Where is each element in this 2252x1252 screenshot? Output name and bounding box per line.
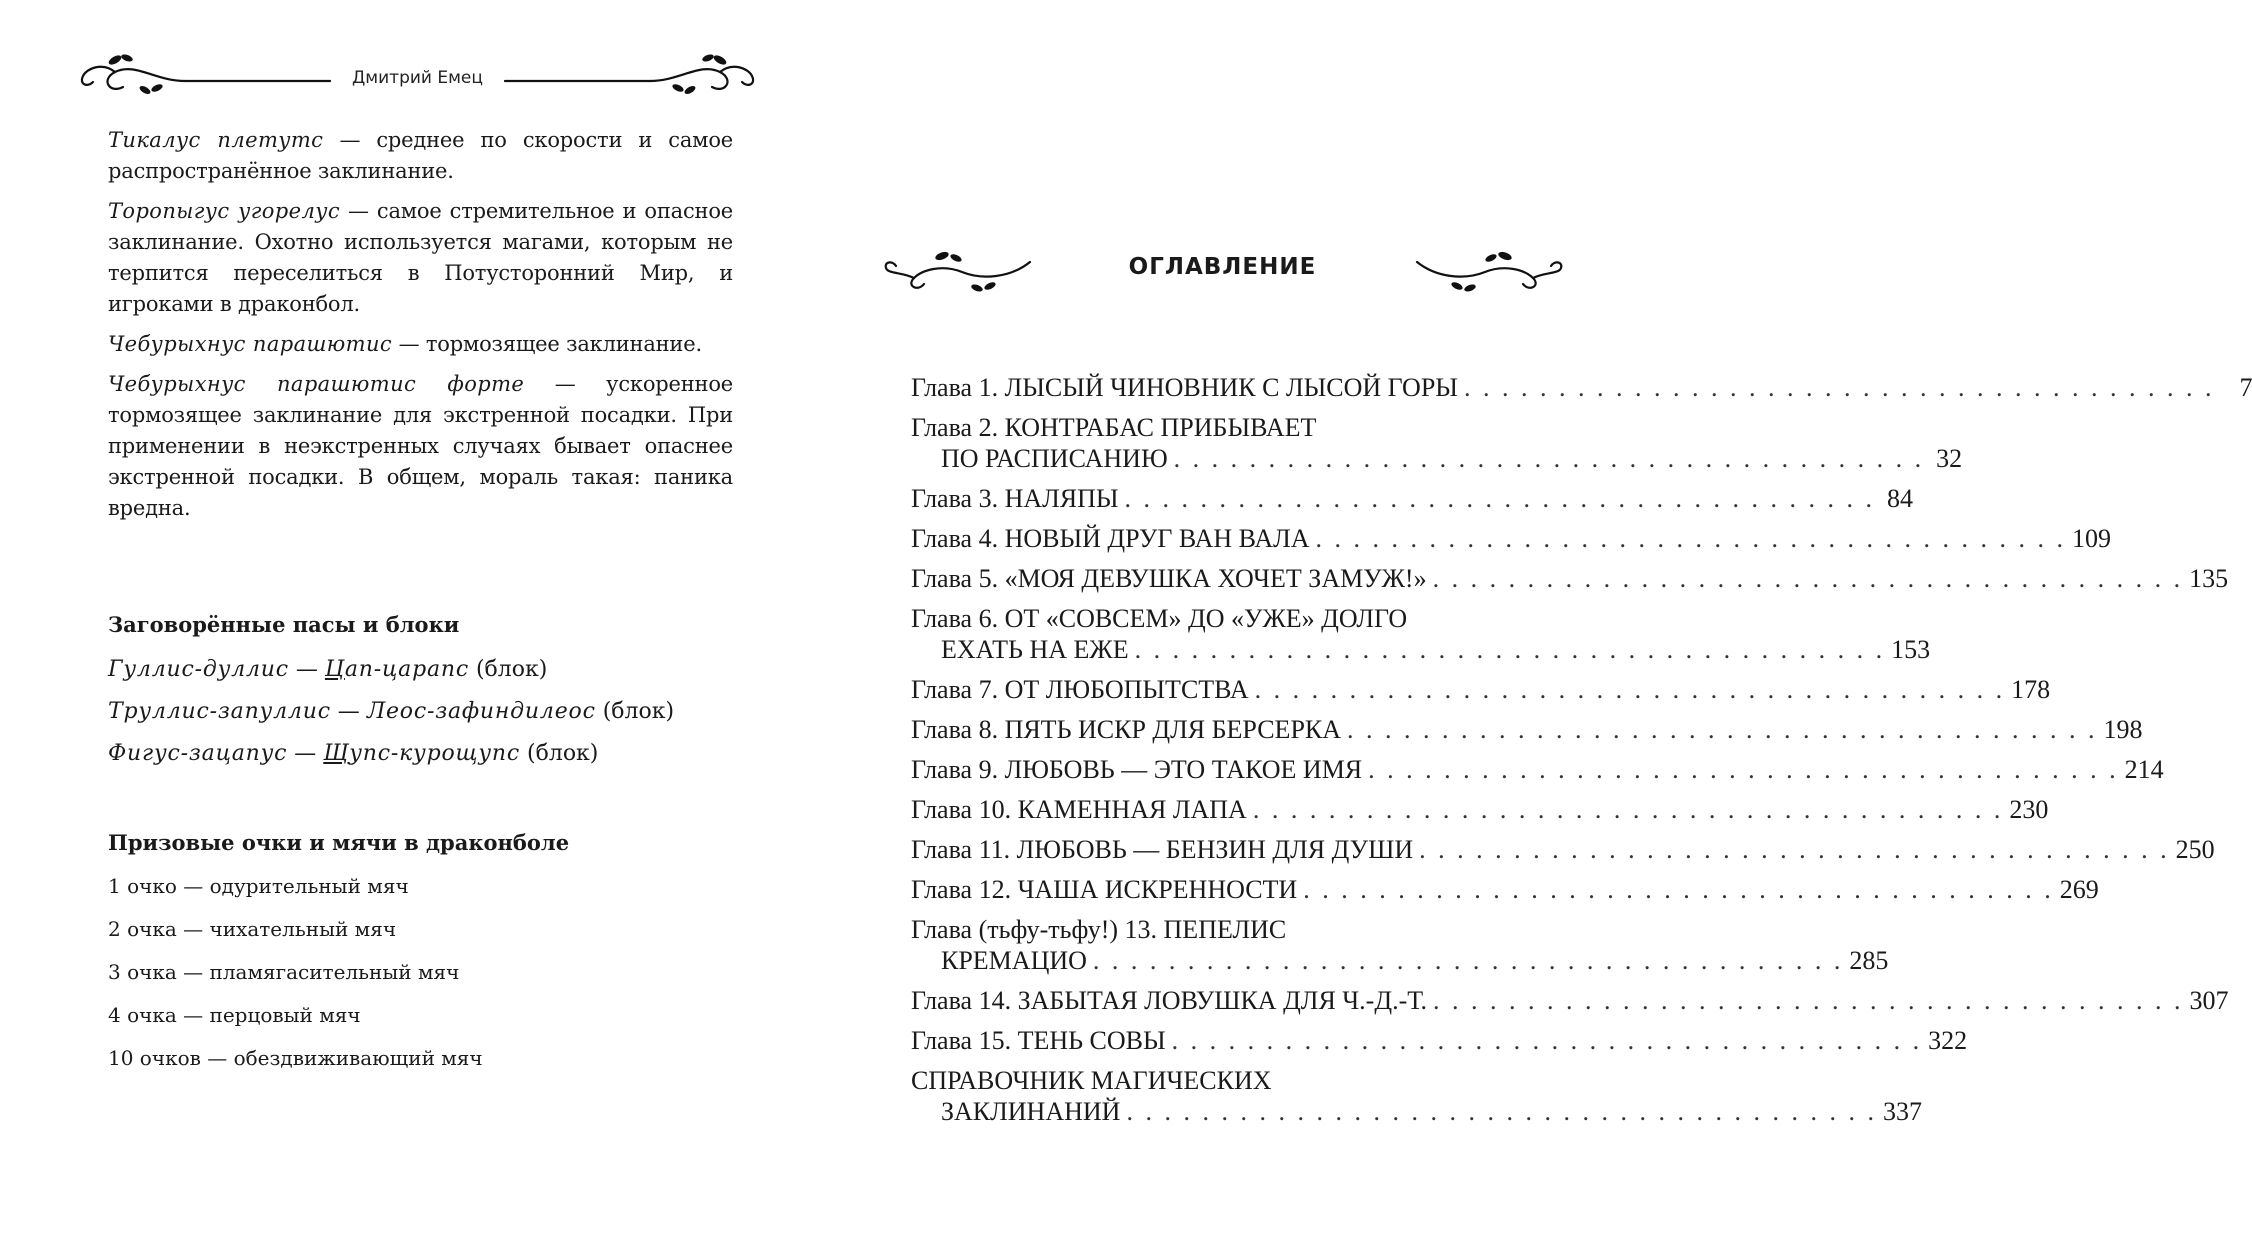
toc-dot-leader: . . . . . . . . . . . . . . . . . . . . . . . . . . . . . . . . . . . . . . . . <box>1432 564 2184 593</box>
spell-paragraph <box>108 369 733 524</box>
toc-page-number: 109 <box>2072 524 2112 553</box>
prize-row: 4 очка — перцовый мяч <box>108 1003 361 1027</box>
toc-title: Глава 15. ТЕНЬ СОВЫ <box>911 1026 1166 1055</box>
toc-page-number: 84 <box>1887 484 1914 513</box>
toc-dot-leader: . . . . . . . . . . . . . . . . . . . . . . . . . . . . . . . . . . . . . . . . <box>1419 835 2170 864</box>
toc-line <box>911 1065 1546 1096</box>
prize-row: 10 очков — обездвиживающий мяч <box>108 1046 483 1070</box>
block-name: упс-курощупс <box>349 741 521 766</box>
toc-title: Глава 6. ОТ «СОВСЕМ» ДО «УЖЕ» ДОЛГО <box>911 604 1408 633</box>
toc-entry[interactable] <box>911 603 1931 665</box>
toc-title: Глава 11. ЛЮБОВЬ — БЕНЗИН ДЛЯ ДУШИ <box>911 835 1414 864</box>
toc-dot-leader: . . . . . . . . . . . . . . . . . . . . . . . . . . . . . . . . . . . . . . . . <box>1347 715 2098 744</box>
block-suffix: (блок) <box>595 699 675 724</box>
toc-title: КРЕМАЦИО <box>941 946 1087 975</box>
toc-entry[interactable] <box>911 674 2051 705</box>
toc-title: Глава 4. НОВЫЙ ДРУГ ВАН ВАЛА <box>911 524 1310 553</box>
toc-entry[interactable] <box>911 483 1914 514</box>
dash: — <box>330 699 367 724</box>
toc-line <box>911 985 2229 1016</box>
toc-line <box>911 834 2215 865</box>
spell-paragraph <box>108 125 733 187</box>
toc-dot-leader: . . . . . . . . . . . . . . . . . . . . . . . . . . . . . . . . . . . . . . . . <box>1315 524 2067 553</box>
toc-spacer <box>911 665 1546 674</box>
toc-page-number: 198 <box>2103 715 2143 744</box>
toc-line <box>911 603 1546 634</box>
toc-dot-leader: . . . . . . . . . . . . . . . . . . . . . . . . . . . . . . . . . . . . . . . . <box>1254 675 2006 704</box>
blocks-list <box>108 649 674 775</box>
toc-title: Глава 5. «МОЯ ДЕВУШКА ХОЧЕТ ЗАМУЖ!» <box>911 564 1427 593</box>
toc-entry[interactable] <box>911 372 2252 403</box>
block-initial: Щ <box>323 741 350 766</box>
toc-entry[interactable] <box>911 714 2143 745</box>
toc-dot-leader: . . . . . . . . . . . . . . . . . . . . . . . . . . . . . . . . . . . . . . . . <box>1126 1097 1877 1126</box>
toc-title: Глава 2. КОНТРАБАС ПРИБЫВАЕТ <box>911 413 1317 442</box>
toc-page-number: 214 <box>2124 755 2164 784</box>
toc-title: Глава 12. ЧАША ИСКРЕННОСТИ <box>911 875 1298 904</box>
toc-line <box>911 714 2143 745</box>
toc-title: ПО РАСПИСАНИЮ <box>941 444 1168 473</box>
toc-entry[interactable] <box>911 1065 1922 1127</box>
toc-entry[interactable] <box>911 563 2229 594</box>
spell-name: Чебурыхнус парашютис форте <box>108 372 525 396</box>
toc-dot-leader: . . . . . . . . . . . . . . . . . . . . . . . . . . . . . . . . . . . . . . . . <box>1433 986 2184 1015</box>
toc-entry[interactable] <box>911 794 2049 825</box>
pass-name: Труллис-запуллис <box>108 699 331 724</box>
toc-line <box>911 1025 1968 1056</box>
toc-line <box>911 794 2049 825</box>
toc-entry[interactable] <box>911 754 2164 785</box>
prize-list <box>108 865 483 1080</box>
toc-entry[interactable] <box>911 412 1963 474</box>
toc-page-number: 250 <box>2175 835 2215 864</box>
toc-line <box>911 754 2164 785</box>
toc-dot-leader: . . . . . . . . . . . . . . . . . . . . . . . . . . . . . . . . . . . . . . . . <box>1173 444 1925 473</box>
toc-title: Глава (тьфу-тьфу!) 13. ПЕПЕЛИС <box>911 915 1287 944</box>
block-suffix: (блок) <box>468 657 548 682</box>
prize-section-title: Призовые очки и мячи в драконболе <box>108 830 570 855</box>
spell-paragraph <box>108 329 733 360</box>
prize-row: 1 очко — одурительный мяч <box>108 874 409 898</box>
toc-title: Глава 7. ОТ ЛЮБОПЫТСТВА <box>911 675 1249 704</box>
toc-spacer <box>911 705 1546 714</box>
spell-description: — ускоренное тормозящее заклинание для экстренной посадки. При применении в неэкстренных случаях бывает опаснее экстренной посадки. В общем, мораль такая: паника вредна. <box>108 372 734 520</box>
toc-title: Глава 3. НАЛЯПЫ <box>911 484 1119 513</box>
toc-spacer <box>911 745 1546 754</box>
toc-heading-block <box>815 248 1630 294</box>
block-name: Леос-зафиндилеос <box>366 699 596 724</box>
toc-dot-leader: . . . . . . . . . . . . . . . . . . . . . . . . . . . . . . . . . . . . . . . . <box>1463 373 2215 402</box>
dash: — <box>288 657 325 682</box>
toc-line <box>911 483 1914 514</box>
block-row <box>108 691 674 733</box>
toc-page-number: 322 <box>1928 1026 1968 1055</box>
dash: — <box>287 741 324 766</box>
toc-line <box>911 443 1963 474</box>
running-head <box>75 54 760 104</box>
toc-line <box>911 945 1889 976</box>
spell-name: Тикалус плетутс <box>108 128 324 152</box>
toc-dot-leader: . . . . . . . . . . . . . . . . . . . . . . . . . . . . . . . . . . . . . . . . <box>1368 755 2119 784</box>
toc-dot-leader: . . . . . . . . . . . . . . . . . . . . . . . . . . . . . . . . . . . . . . . . <box>1171 1026 1923 1055</box>
toc-page-number: 337 <box>1882 1097 1922 1126</box>
toc-entry[interactable] <box>911 874 2099 905</box>
prize-row: 2 очка — чихательный мяч <box>108 917 397 941</box>
toc-spacer <box>911 825 1546 834</box>
toc-line <box>911 563 2229 594</box>
right-page <box>815 0 2252 1252</box>
toc-entry[interactable] <box>911 985 2229 1016</box>
toc-line <box>911 372 2252 403</box>
toc-dot-leader: . . . . . . . . . . . . . . . . . . . . . . . . . . . . . . . . . . . . . . . . <box>1303 875 2054 904</box>
toc-line <box>911 914 1546 945</box>
toc-page-number: 135 <box>2189 564 2229 593</box>
toc-spacer <box>911 1056 1546 1065</box>
leaf-flourish-right-icon <box>1415 248 1565 294</box>
toc-dot-leader: . . . . . . . . . . . . . . . . . . . . . . . . . . . . . . . . . . . . . . . . <box>1134 635 1886 664</box>
toc-spacer <box>911 514 1546 523</box>
toc-page-number: 307 <box>2189 986 2229 1015</box>
pass-name: Фигус-зацапус <box>108 741 288 766</box>
toc-page-number: 32 <box>1936 444 1963 473</box>
toc-title: Глава 14. ЗАБЫТАЯ ЛОВУШКА ДЛЯ Ч.-Д.-Т. <box>911 986 1428 1015</box>
toc-line <box>911 1096 1922 1127</box>
toc-heading: ОГЛАВЛЕНИЕ <box>1128 254 1317 280</box>
toc-dot-leader: . . . . . . . . . . . . . . . . . . . . . . . . . . . . . . . . . . . . . . . . <box>1124 484 1876 513</box>
toc-entry[interactable] <box>911 1025 1968 1056</box>
toc-page-number: 7 <box>2239 373 2252 402</box>
block-name: ап-царапс <box>344 657 469 682</box>
spell-paragraph <box>108 196 733 320</box>
toc-spacer <box>911 785 1546 794</box>
toc-line <box>911 412 1546 443</box>
toc-page-number: 285 <box>1849 946 1889 975</box>
spell-name: Чебурыхнус парашютис <box>108 332 393 356</box>
spell-description: — среднее по скорости и самое распространённое заклинание. <box>108 128 733 183</box>
spell-descriptions <box>108 125 733 533</box>
toc-title: ЕХАТЬ НА ЕЖЕ <box>941 635 1129 664</box>
toc-page-number: 178 <box>2011 675 2051 704</box>
toc-line <box>911 634 1931 665</box>
spell-description: — самое стремительное и опасное заклинание. Охотно используется магами, которым не терпится переселиться в Потусторонний Мир, и игроками в драконбол. <box>108 199 733 316</box>
toc-spacer <box>911 865 1546 874</box>
toc-spacer <box>911 976 1546 985</box>
toc-line <box>911 874 2099 905</box>
toc-entry[interactable] <box>911 523 2112 554</box>
toc-title: Глава 10. КАМЕННАЯ ЛАПА <box>911 795 1247 824</box>
left-page <box>0 0 815 1252</box>
spell-description: — тормозящее заклинание. <box>392 332 702 356</box>
toc-title: Глава 9. ЛЮБОВЬ — ЭТО ТАКОЕ ИМЯ <box>911 755 1363 784</box>
spell-name: Торопыгус угорелус <box>108 199 340 223</box>
toc-title: Глава 8. ПЯТЬ ИСКР ДЛЯ БЕРСЕРКА <box>911 715 1342 744</box>
toc-title: ЗАКЛИНАНИЙ <box>941 1097 1121 1126</box>
toc-spacer <box>911 403 1546 412</box>
prize-row: 3 очка — пламягасительный мяч <box>108 960 460 984</box>
toc-line <box>911 523 2112 554</box>
toc-dot-leader: . . . . . . . . . . . . . . . . . . . . . . . . . . . . . . . . . . . . . . . . <box>1092 946 1844 975</box>
block-suffix: (блок) <box>520 741 599 766</box>
toc-entry[interactable] <box>911 914 1889 976</box>
toc-spacer <box>911 905 1546 914</box>
toc-dot-leader: . . . . . . . . . . . . . . . . . . . . . . . . . . . . . . . . . . . . . . . . <box>1252 795 2004 824</box>
toc-page-number: 153 <box>1891 635 1931 664</box>
block-initial: Ц <box>324 657 345 682</box>
block-row <box>108 733 674 775</box>
toc-spacer <box>911 1016 1546 1025</box>
toc-page-number: 230 <box>2009 795 2049 824</box>
toc-title: СПРАВОЧНИК МАГИЧЕСКИХ <box>911 1066 1272 1095</box>
block-row <box>108 649 674 691</box>
toc-spacer <box>911 554 1546 563</box>
blocks-section-title: Заговорённые пасы и блоки <box>108 612 460 637</box>
toc-title: Глава 1. ЛЫСЫЙ ЧИНОВНИК С ЛЫСОЙ ГОРЫ <box>911 373 1458 402</box>
toc-page-number: 269 <box>2059 875 2099 904</box>
toc-spacer <box>911 594 1546 603</box>
toc-spacer <box>911 474 1546 483</box>
table-of-contents <box>911 372 2252 1136</box>
running-head-author: Дмитрий Емец <box>352 68 483 88</box>
toc-entry[interactable] <box>911 834 2215 865</box>
pass-name: Гуллис-дуллис <box>108 657 289 682</box>
toc-spacer <box>911 1127 1546 1136</box>
toc-line <box>911 674 2051 705</box>
